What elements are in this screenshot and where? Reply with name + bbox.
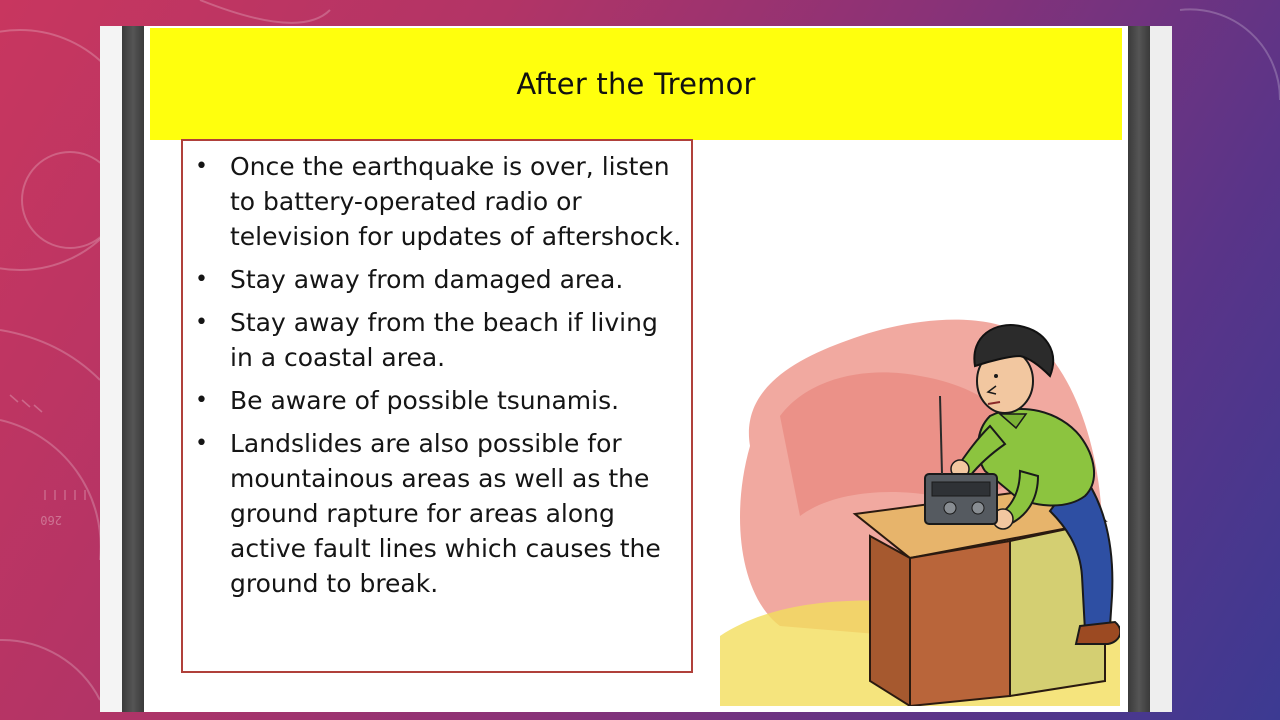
bullet-item: • Be aware of possible tsunamis. bbox=[195, 383, 685, 418]
bullet-item: • Stay away from damaged area. bbox=[195, 262, 685, 297]
bullet-item: • Once the earthquake is over, listen to battery-operated radio or television for updates of aftershock. bbox=[195, 149, 685, 254]
slide-left-edge bbox=[100, 26, 122, 712]
slide-title: After the Tremor bbox=[516, 67, 756, 101]
slide bbox=[100, 26, 1172, 712]
man-listening-to-radio-illustration bbox=[720, 296, 1120, 706]
slide-frame-left bbox=[122, 26, 144, 712]
background-decor-text: 260 bbox=[40, 513, 62, 527]
title-band bbox=[150, 28, 1122, 140]
slide-right-edge bbox=[1150, 26, 1172, 712]
bullet-box bbox=[181, 139, 693, 673]
slide-frame-right bbox=[1128, 26, 1150, 712]
bullet-item: • Stay away from the beach if living in a coastal area. bbox=[195, 305, 685, 375]
bullet-item: • Landslides are also possible for mountainous areas as well as the ground rapture for areas along active fault lines which causes the ground to break. bbox=[195, 426, 685, 601]
bullet-list bbox=[195, 149, 685, 609]
